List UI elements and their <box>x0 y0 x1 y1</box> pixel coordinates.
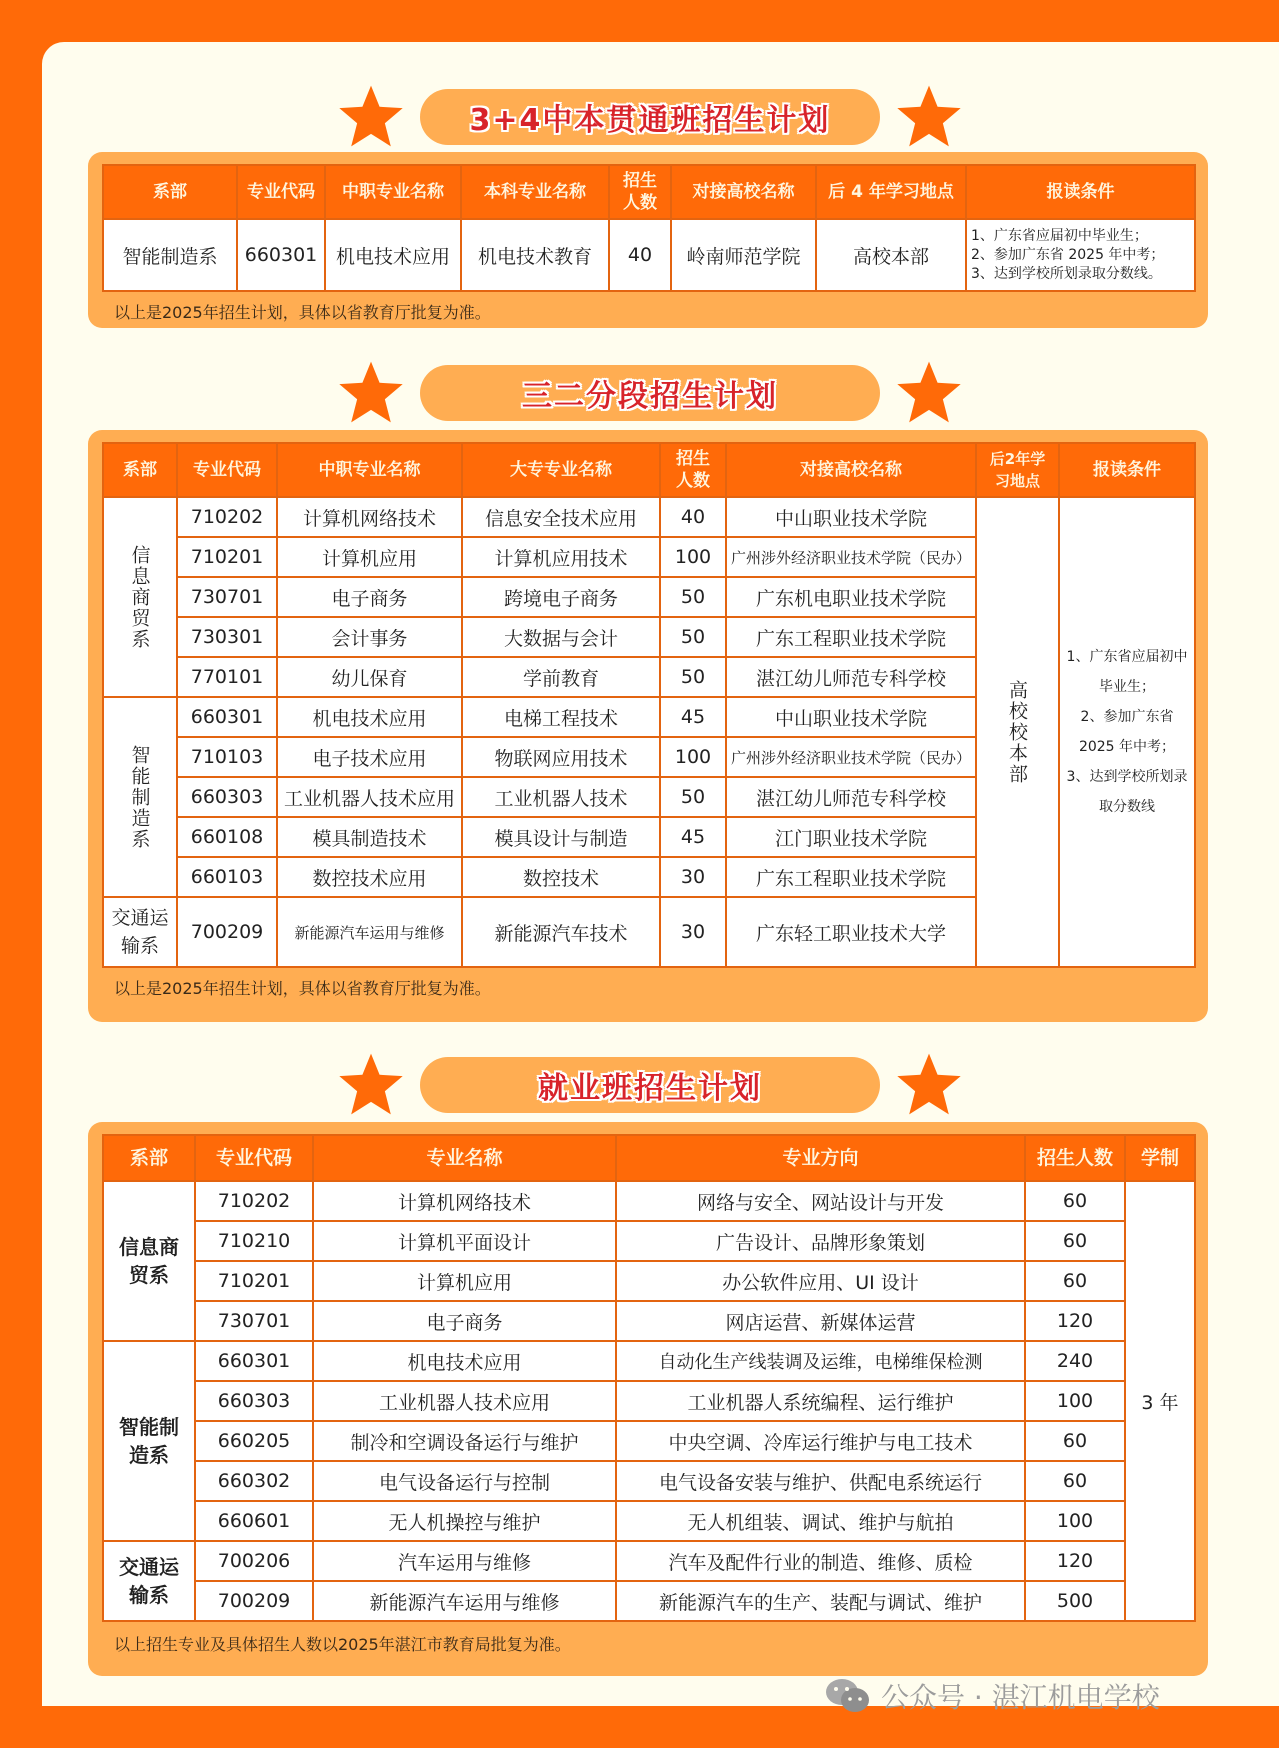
table-row <box>103 1181 1195 1221</box>
cell-direction: 自动化生产线装调及运维，电梯维保检测 <box>616 1341 1025 1381</box>
header-quota: 招生人数 <box>609 165 671 219</box>
cell-quota: 60 <box>1025 1261 1125 1301</box>
cell-direction: 电气设备安装与维护、供配电系统运行 <box>616 1461 1025 1501</box>
header-partner: 对接高校名称 <box>726 443 976 497</box>
header-quota: 招生人数 <box>660 443 726 497</box>
header-dept: 系部 <box>103 1135 195 1181</box>
panel-3plus2-plan <box>88 430 1208 1022</box>
table-header-row <box>103 165 1195 219</box>
footnote: 以上招生专业及具体招生人数以2025年湛江市教育局批复为准。 <box>114 1635 571 1654</box>
section-title-employment <box>420 1057 880 1113</box>
cell-bachelor-major: 机电技术教育 <box>461 219 609 291</box>
cell-quota: 240 <box>1025 1341 1125 1381</box>
section-title-text: 3+4中本贯通班招生计划 <box>469 103 831 138</box>
cell-major: 无人机操控与维护 <box>313 1501 616 1541</box>
cell-secondary-major: 机电技术应用 <box>277 697 462 737</box>
cell-direction: 无人机组装、调试、维护与航拍 <box>616 1501 1025 1541</box>
table-3plus4-plan <box>102 164 1196 292</box>
cell-code: 710201 <box>195 1261 313 1301</box>
watermark <box>825 1676 1160 1716</box>
panel-employment-plan <box>88 1122 1208 1676</box>
cell-partner: 广东工程职业技术学院 <box>726 857 976 897</box>
cell-partner: 湛江幼儿师范专科学校 <box>726 657 976 697</box>
cell-secondary-major: 数控技术应用 <box>277 857 462 897</box>
header-conditions: 报读条件 <box>966 165 1195 219</box>
cell-major: 机电技术应用 <box>313 1341 616 1381</box>
cell-dept-transportation: 交通运输系 <box>103 897 177 967</box>
cell-college-major: 新能源汽车技术 <box>462 897 660 967</box>
cell-code: 660303 <box>177 777 277 817</box>
cell-secondary-major: 工业机器人技术应用 <box>277 777 462 817</box>
table-header-row <box>103 443 1195 497</box>
cell-major: 计算机应用 <box>313 1261 616 1301</box>
cell-quota: 100 <box>660 737 726 777</box>
section-title-3plus2 <box>420 365 880 421</box>
cell-quota: 40 <box>609 219 671 291</box>
cell-major: 计算机网络技术 <box>313 1181 616 1221</box>
cell-college-major: 信息安全技术应用 <box>462 497 660 537</box>
cell-code: 730701 <box>195 1301 313 1341</box>
table-row <box>103 497 1195 537</box>
cell-conditions <box>966 219 1195 291</box>
cell-quota: 60 <box>1025 1461 1125 1501</box>
header-location: 后2年学习地点 <box>976 443 1059 497</box>
cell-code: 700209 <box>177 897 277 967</box>
condition-line: 3、达到学校所划录取分数线。 <box>971 265 1162 282</box>
cell-college-major: 计算机应用技术 <box>462 537 660 577</box>
cell-college-major: 学前教育 <box>462 657 660 697</box>
table-row <box>103 1421 1195 1461</box>
cell-partner: 广东工程职业技术学院 <box>726 617 976 657</box>
table-header-row <box>103 1135 1195 1181</box>
header-bachelor-major: 本科专业名称 <box>461 165 609 219</box>
header-dept: 系部 <box>103 165 237 219</box>
dept-label: 智能制造系 <box>128 744 151 850</box>
cell-dept-info-commerce: 信息商贸系 <box>103 1181 195 1341</box>
cell-code: 710210 <box>195 1221 313 1261</box>
table-row <box>103 1381 1195 1421</box>
section-title-3plus4 <box>420 89 880 145</box>
cell-code: 710201 <box>177 537 277 577</box>
cell-secondary-major: 模具制造技术 <box>277 817 462 857</box>
footnote: 以上是2025年招生计划，具体以省教育厅批复为准。 <box>114 979 491 998</box>
header-college-major: 大专专业名称 <box>462 443 660 497</box>
cell-direction: 网店运营、新媒体运营 <box>616 1301 1025 1341</box>
star-icon <box>896 1052 962 1116</box>
cell-dept-transportation: 交通运输系 <box>103 1541 195 1621</box>
cell-quota: 100 <box>1025 1381 1125 1421</box>
cell-major: 制冷和空调设备运行与维护 <box>313 1421 616 1461</box>
cell-direction: 网络与安全、网站设计与开发 <box>616 1181 1025 1221</box>
cell-partner: 中山职业技术学院 <box>726 497 976 537</box>
cell-quota: 60 <box>1025 1181 1125 1221</box>
cell-quota: 50 <box>660 657 726 697</box>
panel-3plus4-plan <box>88 152 1208 328</box>
cell-quota: 120 <box>1025 1541 1125 1581</box>
cell-secondary-major: 幼儿保育 <box>277 657 462 697</box>
table-employment-plan <box>102 1134 1196 1622</box>
cell-duration: 3 年 <box>1125 1181 1195 1621</box>
header-major: 专业名称 <box>313 1135 616 1181</box>
cell-code: 710103 <box>177 737 277 777</box>
cell-quota: 40 <box>660 497 726 537</box>
cell-code: 700206 <box>195 1541 313 1581</box>
cell-secondary-major: 计算机应用 <box>277 537 462 577</box>
cell-quota: 30 <box>660 897 726 967</box>
cell-major: 电气设备运行与控制 <box>313 1461 616 1501</box>
condition-line: 2、参加广东省 2025 年中考； <box>1078 709 1176 755</box>
cell-partner: 广东轻工职业技术大学 <box>726 897 976 967</box>
cell-dept: 智能制造系 <box>103 219 237 291</box>
condition-line: 3、达到学校所划录取分数线 <box>1066 769 1188 815</box>
star-icon <box>338 360 404 424</box>
cell-quota: 100 <box>660 537 726 577</box>
cell-college-major: 大数据与会计 <box>462 617 660 657</box>
cell-direction: 办公软件应用、UI 设计 <box>616 1261 1025 1301</box>
cell-quota: 100 <box>1025 1501 1125 1541</box>
cell-major: 计算机平面设计 <box>313 1221 616 1261</box>
cell-code: 710202 <box>195 1181 313 1221</box>
cell-college-major: 物联网应用技术 <box>462 737 660 777</box>
cell-quota: 60 <box>1025 1421 1125 1461</box>
cell-code: 730301 <box>177 617 277 657</box>
cell-quota: 120 <box>1025 1301 1125 1341</box>
cell-code: 770101 <box>177 657 277 697</box>
cell-direction: 中央空调、冷库运行维护与电工技术 <box>616 1421 1025 1461</box>
condition-line: 2、参加广东省 2025 年中考； <box>971 246 1165 263</box>
header-duration: 学制 <box>1125 1135 1195 1181</box>
cell-quota: 60 <box>1025 1221 1125 1261</box>
cell-college-major: 工业机器人技术 <box>462 777 660 817</box>
cell-code: 660303 <box>195 1381 313 1421</box>
cell-code: 730701 <box>177 577 277 617</box>
cell-code: 710202 <box>177 497 277 537</box>
watermark-text: 公众号 · 湛江机电学校 <box>881 1681 1160 1714</box>
footnote: 以上是2025年招生计划，具体以省教育厅批复为准。 <box>114 303 491 322</box>
wechat-icon <box>825 1678 871 1714</box>
cell-secondary-major: 电子商务 <box>277 577 462 617</box>
cell-partner: 广州涉外经济职业技术学院（民办） <box>726 537 976 577</box>
cell-college-major: 电梯工程技术 <box>462 697 660 737</box>
cell-college-major: 数控技术 <box>462 857 660 897</box>
header-conditions: 报读条件 <box>1059 443 1195 497</box>
cell-code: 700209 <box>195 1581 313 1621</box>
table-row <box>103 1581 1195 1621</box>
header-partner: 对接高校名称 <box>671 165 816 219</box>
star-icon <box>896 84 962 148</box>
cell-direction: 广告设计、品牌形象策划 <box>616 1221 1025 1261</box>
cell-secondary-major: 新能源汽车运用与维修 <box>277 897 462 967</box>
cell-code: 660108 <box>177 817 277 857</box>
table-row <box>103 1301 1195 1341</box>
cell-quota: 500 <box>1025 1581 1125 1621</box>
section-title-text: 就业班招生计划 <box>538 1071 762 1106</box>
condition-line: 1、广东省应届初中毕业生； <box>1066 649 1188 695</box>
cell-partner: 江门职业技术学院 <box>726 817 976 857</box>
cell-partner: 湛江幼儿师范专科学校 <box>726 777 976 817</box>
cell-code: 660205 <box>195 1421 313 1461</box>
star-icon <box>338 84 404 148</box>
condition-line: 1、广东省应届初中毕业生； <box>971 227 1148 244</box>
cell-dept-smart-manufacturing: 智能制造系 <box>103 1341 195 1541</box>
header-secondary-major: 中职专业名称 <box>325 165 461 219</box>
cell-code: 660302 <box>195 1461 313 1501</box>
cell-code: 660301 <box>195 1341 313 1381</box>
cell-major: 工业机器人技术应用 <box>313 1381 616 1421</box>
cell-location: 高校本部 <box>816 219 966 291</box>
table-row <box>103 219 1195 291</box>
table-row <box>103 1461 1195 1501</box>
cell-partner: 中山职业技术学院 <box>726 697 976 737</box>
cell-direction: 新能源汽车的生产、装配与调试、维护 <box>616 1581 1025 1621</box>
cell-major: 汽车运用与维修 <box>313 1541 616 1581</box>
cell-major: 电子商务 <box>313 1301 616 1341</box>
header-location: 后 4 年学习地点 <box>816 165 966 219</box>
cell-major: 新能源汽车运用与维修 <box>313 1581 616 1621</box>
cell-quota: 50 <box>660 617 726 657</box>
cell-dept-smart-manufacturing <box>103 697 177 897</box>
table-row <box>103 1541 1195 1581</box>
header-code: 专业代码 <box>177 443 277 497</box>
cell-quota: 50 <box>660 777 726 817</box>
location-label: 高校校本部 <box>1006 679 1028 785</box>
header-quota: 招生人数 <box>1025 1135 1125 1181</box>
table-row <box>103 1261 1195 1301</box>
cell-partner: 广东机电职业技术学院 <box>726 577 976 617</box>
star-icon <box>338 1052 404 1116</box>
cell-partner: 广州涉外经济职业技术学院（民办） <box>726 737 976 777</box>
cell-college-major: 模具设计与制造 <box>462 817 660 857</box>
cell-secondary-major: 机电技术应用 <box>325 219 461 291</box>
cell-code: 660301 <box>237 219 325 291</box>
table-row <box>103 1501 1195 1541</box>
cell-secondary-major: 电子技术应用 <box>277 737 462 777</box>
cell-code: 660301 <box>177 697 277 737</box>
cell-conditions <box>1059 497 1195 967</box>
cell-code: 660103 <box>177 857 277 897</box>
section-title-text: 三二分段招生计划 <box>522 379 778 414</box>
cell-direction: 工业机器人系统编程、运行维护 <box>616 1381 1025 1421</box>
cell-quota: 45 <box>660 817 726 857</box>
table-row <box>103 1341 1195 1381</box>
header-direction: 专业方向 <box>616 1135 1025 1181</box>
header-dept: 系部 <box>103 443 177 497</box>
cell-direction: 汽车及配件行业的制造、维修、质检 <box>616 1541 1025 1581</box>
table-row <box>103 1221 1195 1261</box>
cell-dept-info-commerce <box>103 497 177 697</box>
header-code: 专业代码 <box>237 165 325 219</box>
cell-quota: 45 <box>660 697 726 737</box>
cell-secondary-major: 计算机网络技术 <box>277 497 462 537</box>
header-code: 专业代码 <box>195 1135 313 1181</box>
cell-college-major: 跨境电子商务 <box>462 577 660 617</box>
cell-partner: 岭南师范学院 <box>671 219 816 291</box>
header-secondary-major: 中职专业名称 <box>277 443 462 497</box>
cell-secondary-major: 会计事务 <box>277 617 462 657</box>
cell-quota: 30 <box>660 857 726 897</box>
table-3plus2-plan <box>102 442 1196 968</box>
dept-label: 信息商贸系 <box>128 544 151 650</box>
star-icon <box>896 360 962 424</box>
cell-location <box>976 497 1059 967</box>
cell-code: 660601 <box>195 1501 313 1541</box>
cell-quota: 50 <box>660 577 726 617</box>
